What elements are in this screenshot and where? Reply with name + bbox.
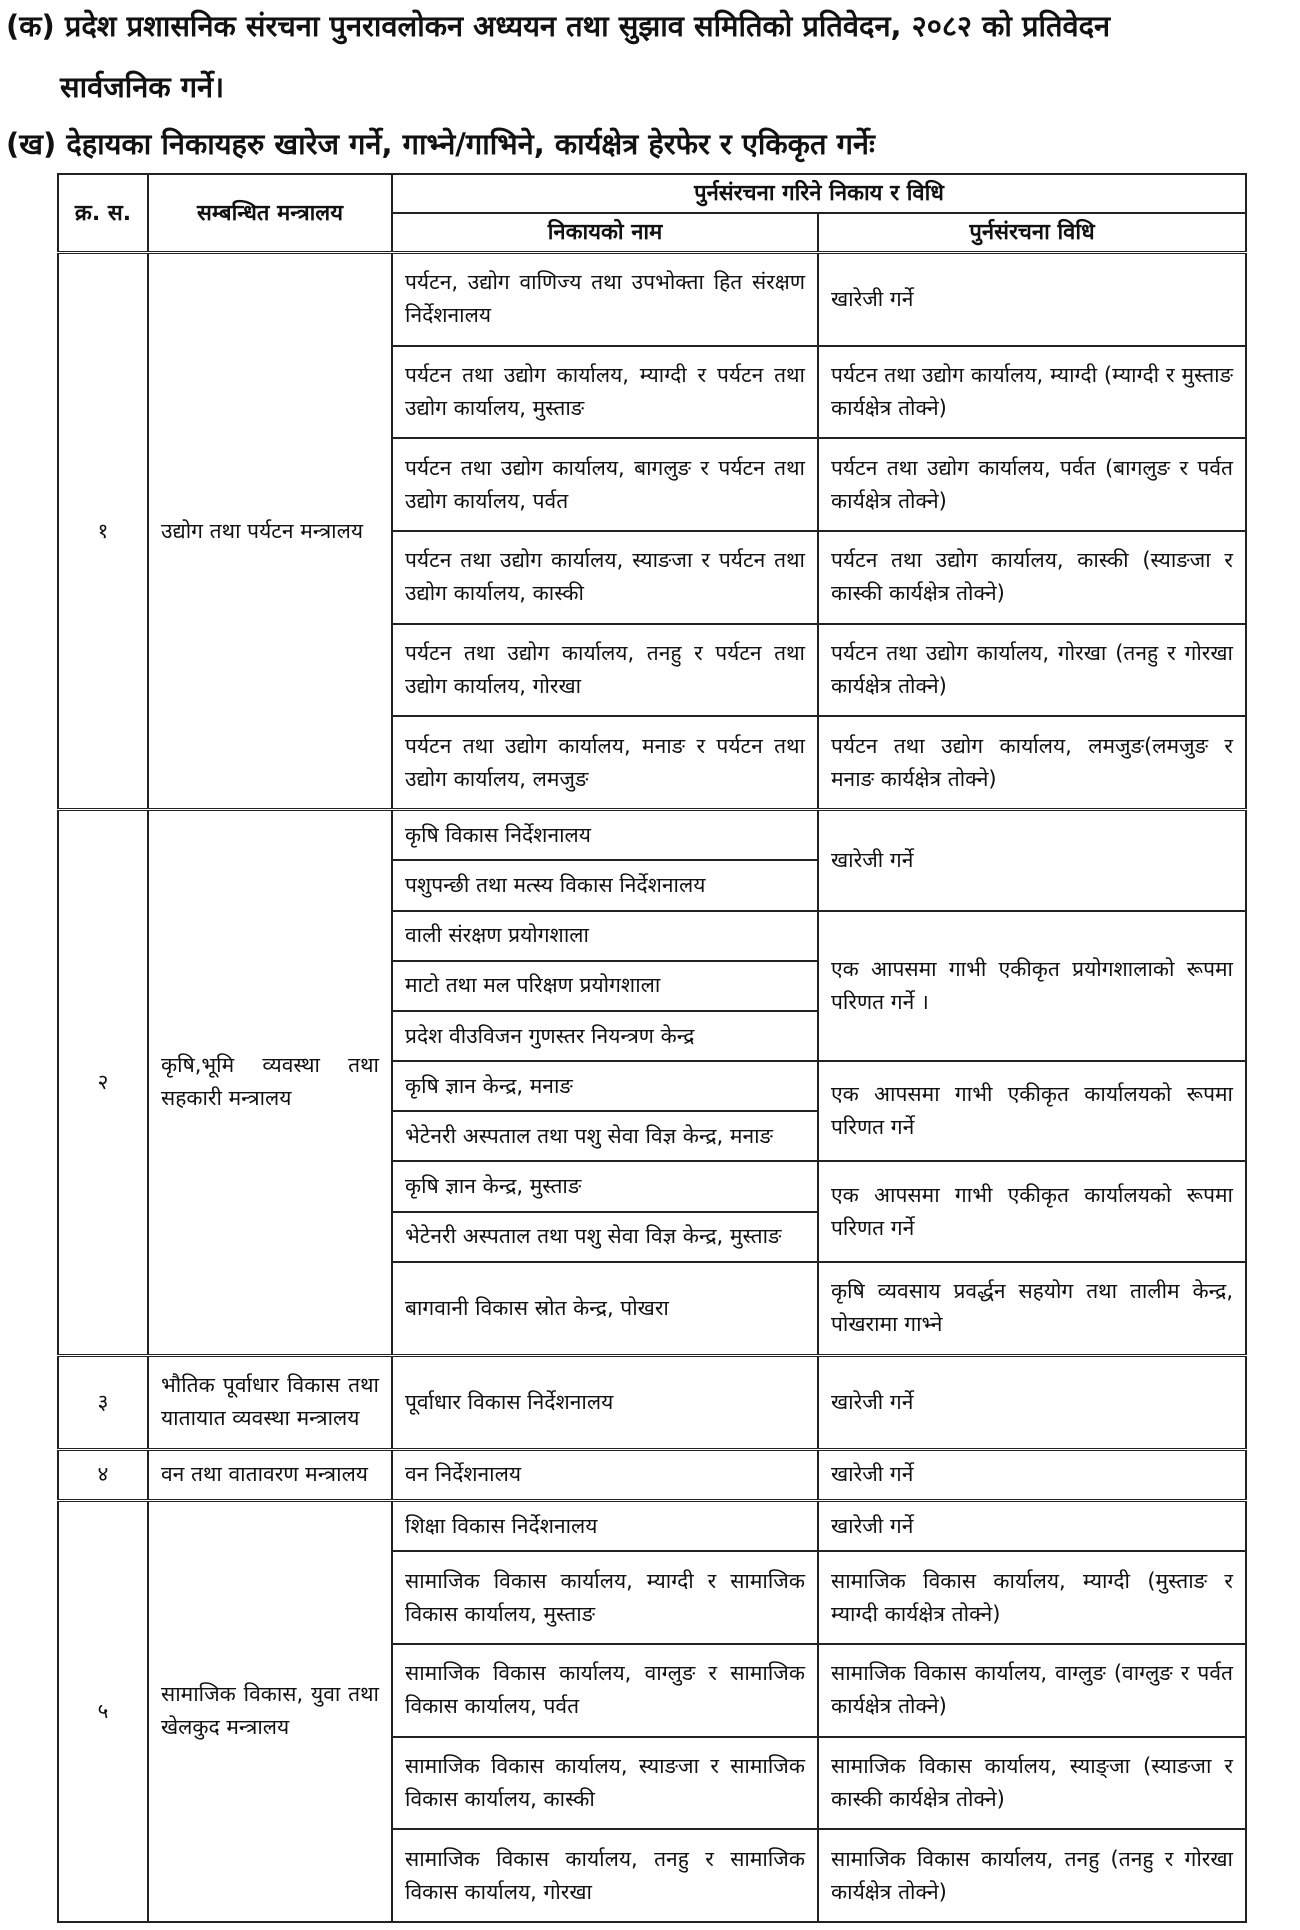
method-cell: खारेजी गर्ने	[818, 1355, 1246, 1449]
method-cell: सामाजिक विकास कार्यालय, म्याग्दी (मुस्ताङ र म्याग्दी कार्यक्षेत्र तोक्ने)	[818, 1551, 1246, 1644]
body-cell: पूर्वाधार विकास निर्देशनालय	[392, 1355, 818, 1449]
body-cell: सामाजिक विकास कार्यालय, तनहु र सामाजिक विकास कार्यालय, गोरखा	[392, 1829, 818, 1922]
body-cell: सामाजिक विकास कार्यालय, वाग्लुङ र सामाजिक विकास कार्यालय, पर्वत	[392, 1644, 818, 1737]
ministry-cell: कृषि,भूमि व्यवस्था तथा सहकारी मन्त्रालय	[148, 810, 392, 1355]
body-cell: सामाजिक विकास कार्यालय, म्याग्दी र सामाजिक विकास कार्यालय, मुस्ताङ	[392, 1551, 818, 1644]
body-cell: वाली संरक्षण प्रयोगशाला	[392, 911, 818, 961]
method-cell: सामाजिक विकास कार्यालय, स्याङ्जा (स्याङजा र कास्की कार्यक्षेत्र तोक्ने)	[818, 1737, 1246, 1830]
body-cell: भेटेनरी अस्पताल तथा पशु सेवा विज्ञ केन्द्र, मुस्ताङ	[392, 1212, 818, 1262]
body-cell: सामाजिक विकास कार्यालय, स्याङजा र सामाजिक विकास कार्यालय, कास्की	[392, 1737, 818, 1830]
body-cell: पर्यटन तथा उद्योग कार्यालय, तनहु र पर्यटन तथा उद्योग कार्यालय, गोरखा	[392, 624, 818, 717]
table-row	[58, 253, 1246, 346]
method-cell: सामाजिक विकास कार्यालय, वाग्लुङ (वाग्लुङ र पर्वत कार्यक्षेत्र तोक्ने)	[818, 1644, 1246, 1737]
body-cell: पर्यटन, उद्योग वाणिज्य तथा उपभोक्ता हित संरक्षण निर्देशनालय	[392, 253, 818, 346]
body-cell: पर्यटन तथा उद्योग कार्यालय, स्याङजा र पर्यटन तथा उद्योग कार्यालय, कास्की	[392, 531, 818, 624]
ministry-cell: वन तथा वातावरण मन्त्रालय	[148, 1449, 392, 1500]
method-cell: खारेजी गर्ने	[818, 253, 1246, 346]
serial-cell: २	[58, 810, 148, 1355]
method-cell: खारेजी गर्ने	[818, 1500, 1246, 1551]
table-row	[58, 1355, 1246, 1449]
method-cell: खारेजी गर्ने	[818, 810, 1246, 911]
method-cell: पर्यटन तथा उद्योग कार्यालय, म्याग्दी (म्याग्दी र मुस्ताङ कार्यक्षेत्र तोक्ने)	[818, 346, 1246, 439]
body-cell: वन निर्देशनालय	[392, 1449, 818, 1500]
method-cell: पर्यटन तथा उद्योग कार्यालय, गोरखा (तनहु र गोरखा कार्यक्षेत्र तोक्ने)	[818, 624, 1246, 717]
body-cell: बागवानी विकास स्रोत केन्द्र, पोखरा	[392, 1262, 818, 1355]
method-cell: खारेजी गर्ने	[818, 1449, 1246, 1500]
serial-cell: १	[58, 253, 148, 810]
body-cell: पर्यटन तथा उद्योग कार्यालय, मनाङ र पर्यटन तथा उद्योग कार्यालय, लमजुङ	[392, 716, 818, 809]
body-cell: प्रदेश वीउविजन गुणस्तर नियन्त्रण केन्द्र	[392, 1011, 818, 1061]
header-serial: क्र. स.	[58, 174, 148, 253]
header-group: पुर्नसंरचना गरिने निकाय र विधि	[392, 174, 1246, 213]
method-cell: एक आपसमा गाभी एकीकृत प्रयोगशालाको रूपमा परिणत गर्ने ।	[818, 911, 1246, 1062]
table-row	[58, 1449, 1246, 1500]
body-cell: कृषि ज्ञान केन्द्र, मुस्ताङ	[392, 1161, 818, 1211]
table-row	[58, 1500, 1246, 1551]
method-cell: एक आपसमा गाभी एकीकृत कार्यालयको रूपमा परिणत गर्ने	[818, 1061, 1246, 1161]
intro-item-ka-line1: (क) प्रदेश प्रशासनिक संरचना पुनरावलोकन अध्ययन तथा सुझाव समितिको प्रतिवेदन, २०८२ को प्रतिवेदन	[6, 9, 1111, 43]
header-method: पुर्नसंरचना विधि	[818, 213, 1246, 253]
serial-cell: ३	[58, 1355, 148, 1449]
body-cell: पर्यटन तथा उद्योग कार्यालय, बागलुङ र पर्यटन तथा उद्योग कार्यालय, पर्वत	[392, 438, 818, 531]
ministry-cell: भौतिक पूर्वाधार विकास तथा यातायात व्यवस्था मन्त्रालय	[148, 1355, 392, 1449]
method-cell: पर्यटन तथा उद्योग कार्यालय, लमजुङ(लमजुङ र मनाङ कार्यक्षेत्र तोक्ने)	[818, 716, 1246, 809]
method-cell: एक आपसमा गाभी एकीकृत कार्यालयको रूपमा परिणत गर्ने	[818, 1161, 1246, 1261]
ministry-cell: उद्योग तथा पर्यटन मन्त्रालय	[148, 253, 392, 810]
intro-item-kha: (ख) देहायका निकायहरु खारेज गर्ने, गाभ्ने/गाभिने, कार्यक्षेत्र हेरफेर र एकिकृत गर्नेः	[6, 127, 875, 161]
serial-cell: ४	[58, 1449, 148, 1500]
body-cell: पर्यटन तथा उद्योग कार्यालय, म्याग्दी र पर्यटन तथा उद्योग कार्यालय, मुस्ताङ	[392, 346, 818, 439]
table-row	[58, 810, 1246, 861]
body-cell: भेटेनरी अस्पताल तथा पशु सेवा विज्ञ केन्द्र, मनाङ	[392, 1111, 818, 1161]
restructuring-table	[57, 173, 1247, 1923]
body-cell: माटो तथा मल परिक्षण प्रयोगशाला	[392, 961, 818, 1011]
body-cell: पशुपन्छी तथा मत्स्य विकास निर्देशनालय	[392, 860, 818, 910]
method-cell: पर्यटन तथा उद्योग कार्यालय, पर्वत (बागलुङ र पर्वत कार्यक्षेत्र तोक्ने)	[818, 438, 1246, 531]
header-body-name: निकायको नाम	[392, 213, 818, 253]
body-cell: कृषि ज्ञान केन्द्र, मनाङ	[392, 1061, 818, 1111]
method-cell: पर्यटन तथा उद्योग कार्यालय, कास्की (स्याङजा र कास्की कार्यक्षेत्र तोक्ने)	[818, 531, 1246, 624]
header-ministry: सम्बन्धित मन्त्रालय	[148, 174, 392, 253]
body-cell: कृषि विकास निर्देशनालय	[392, 810, 818, 861]
body-cell: शिक्षा विकास निर्देशनालय	[392, 1500, 818, 1551]
method-cell: कृषि व्यवसाय प्रवर्द्धन सहयोग तथा तालीम केन्द्र, पोखरामा गाभ्ने	[818, 1262, 1246, 1355]
ministry-cell: सामाजिक विकास, युवा तथा खेलकुद मन्त्रालय	[148, 1500, 392, 1922]
intro-item-ka-line2: सार्वजनिक गर्ने।	[60, 70, 225, 104]
serial-cell: ५	[58, 1500, 148, 1922]
method-cell: सामाजिक विकास कार्यालय, तनहु (तनहु र गोरखा कार्यक्षेत्र तोक्ने)	[818, 1829, 1246, 1922]
